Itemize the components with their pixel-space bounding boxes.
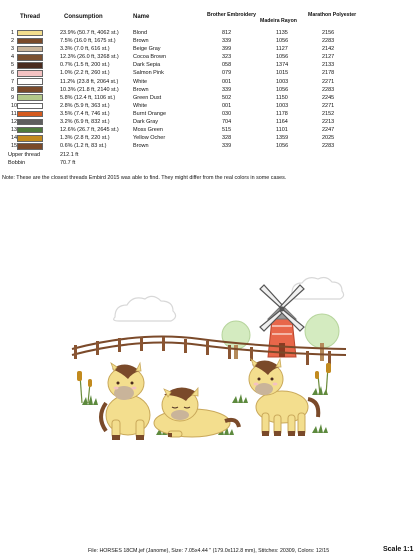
- thread-index: 14: [11, 135, 18, 142]
- thread-color-swatch: [17, 103, 43, 110]
- table-row: [4, 94, 409, 102]
- thread-consumption: 0.6% (1.2 ft, 83 st.): [60, 143, 107, 150]
- thread-name: Brown: [133, 86, 149, 93]
- marathon-code: 2245: [322, 94, 335, 101]
- table-row: [4, 37, 409, 45]
- thread-index: 6: [11, 70, 15, 77]
- madeira-code: 1056: [276, 143, 289, 150]
- thread-color-swatch: [17, 46, 43, 53]
- madeira-code: 1359: [276, 135, 289, 142]
- madeira-code: 1135: [276, 30, 288, 36]
- thread-rows: [4, 29, 409, 150]
- marathon-code: 2283: [322, 38, 335, 45]
- brother-code: 079: [222, 70, 232, 77]
- thread-consumption: 3.3% (7.0 ft, 616 st.): [60, 46, 110, 53]
- thread-name: Dark Gray: [133, 119, 159, 126]
- thread-name: Beige Gray: [133, 46, 161, 53]
- thread-index: 4: [11, 54, 15, 61]
- horse-sitting-left: [101, 363, 150, 440]
- thread-consumption: 23.9% (50.7 ft, 4062 st.): [60, 30, 119, 36]
- brother-code: 515: [222, 127, 232, 134]
- thread-consumption: 2.8% (5.9 ft, 363 st.): [60, 102, 110, 109]
- upper-thread-row: [8, 151, 208, 159]
- marathon-code: 2247: [322, 127, 335, 134]
- bobbin-row: [8, 159, 208, 167]
- madeira-code: 1015: [276, 70, 289, 77]
- madeira-code: 1003: [276, 102, 289, 109]
- brother-code: 339: [222, 86, 232, 93]
- thread-name: Cocoa Brown: [133, 54, 167, 61]
- marathon-code: 2142: [322, 46, 335, 53]
- madeira-code: 1056: [276, 38, 289, 45]
- thread-consumption: 3.5% (7.4 ft, 746 st.): [60, 110, 110, 117]
- horses-embroidery-illustration: [60, 275, 350, 450]
- brother-code: 001: [222, 78, 232, 85]
- thread-index: 13: [11, 127, 18, 134]
- table-row: [4, 118, 409, 126]
- upper-thread-label: Upper thread: [8, 152, 41, 158]
- cattail-left: [77, 371, 92, 403]
- thread-consumption: 0.7% (1.5 ft, 200 st.): [60, 62, 110, 69]
- bobbin-value: 70.7 ft: [60, 160, 76, 166]
- thread-index: 5: [11, 62, 15, 69]
- table-row: [4, 29, 409, 37]
- thread-consumption: 12.6% (26.7 ft, 2645 st.): [60, 127, 119, 134]
- thread-color-swatch: [17, 135, 43, 142]
- thread-note: Note: These are the closest threads Embird 2015 was able to find. They might differ from the real colors in some cases.: [2, 175, 287, 181]
- thread-index: 8: [11, 86, 15, 93]
- madeira-code: 1178: [276, 110, 288, 117]
- marathon-code: 2133: [322, 62, 335, 69]
- thread-color-swatch: [17, 70, 43, 77]
- thread-color-swatch: [17, 111, 43, 118]
- thread-name: Salmon Pink: [133, 70, 164, 77]
- brother-code: 058: [222, 62, 232, 69]
- thread-name: Yellow Ocher: [133, 135, 166, 142]
- thread-color-swatch: [17, 94, 43, 101]
- thread-name: Brown: [133, 143, 149, 150]
- thread-color-swatch: [17, 78, 43, 85]
- bobbin-label: Bobbin: [8, 160, 26, 166]
- table-row: [4, 53, 409, 61]
- header-thread: Thread: [20, 14, 41, 20]
- madeira-code: 1101: [276, 127, 288, 134]
- madeira-code: 1127: [276, 46, 288, 53]
- header-consumption: Consumption: [64, 14, 103, 20]
- cloud-left: [114, 296, 176, 321]
- madeira-code: 1374: [276, 62, 289, 69]
- thread-index: 11: [11, 110, 17, 117]
- thread-color-swatch: [17, 119, 43, 126]
- thread-color-swatch: [17, 38, 43, 45]
- thread-index: 15: [11, 143, 18, 150]
- marathon-code: 2283: [322, 86, 335, 93]
- madeira-code: 1056: [276, 86, 289, 93]
- table-row: [4, 134, 409, 142]
- thread-consumption: 12.3% (26.0 ft, 3268 st.): [60, 54, 119, 61]
- table-row: [4, 110, 409, 118]
- thread-name: Brown: [133, 38, 149, 45]
- header-madeira-rayon: Madeira Rayon: [260, 18, 297, 24]
- thread-consumption: 11.2% (23.8 ft, 2064 st.): [60, 78, 119, 85]
- thread-color-swatch: [17, 30, 43, 37]
- brother-code: 030: [222, 110, 232, 117]
- thread-name: White: [133, 78, 148, 85]
- thread-index: 12: [11, 119, 18, 126]
- thread-index: 1: [11, 30, 15, 36]
- thread-color-swatch: [17, 86, 43, 93]
- brother-code: 704: [222, 119, 232, 126]
- thread-index: 2: [11, 38, 15, 45]
- marathon-code: 2178: [322, 70, 335, 77]
- marathon-code: 2213: [322, 119, 335, 126]
- table-row: [4, 45, 409, 53]
- madeira-code: 1150: [276, 94, 288, 101]
- thread-name: Blond: [133, 30, 148, 36]
- thread-index: 9: [11, 94, 15, 101]
- brother-code: 502: [222, 94, 232, 101]
- thread-name: White: [133, 102, 148, 109]
- table-row: [4, 86, 409, 94]
- thread-table: [4, 11, 409, 150]
- thread-color-swatch: [17, 54, 43, 61]
- marathon-code: 2283: [322, 143, 335, 150]
- thread-consumption: 5.8% (12.4 ft, 1106 st.): [60, 94, 116, 101]
- thread-name: Burnt Orange: [133, 110, 167, 117]
- madeira-code: 1003: [276, 78, 289, 85]
- table-row: [4, 142, 409, 150]
- thread-consumption: 1.0% (2.2 ft, 260 st.): [60, 70, 110, 77]
- marathon-code: 2156: [322, 30, 335, 36]
- table-row: [4, 78, 409, 86]
- horse-lying-middle: [154, 387, 239, 437]
- madeira-code: 1164: [276, 119, 288, 126]
- thread-color-swatch: [17, 62, 43, 69]
- file-info: File: HORSES 18CM.jef (Janome), Size: 7.05x4.44 " (179.0x112.8 mm), Stitches: 20309, Colors: 12/15: [88, 548, 330, 554]
- thread-index: 10: [11, 102, 18, 109]
- thread-name: Green Dust: [133, 94, 162, 101]
- scale-label: Scale 1:1: [383, 546, 414, 553]
- marathon-code: 2271: [322, 102, 335, 109]
- header-marathon-polyester: Marathon Polyester: [308, 12, 357, 18]
- thread-index: 3: [11, 46, 15, 53]
- thread-color-swatch: [17, 143, 43, 150]
- thread-name: Moss Green: [133, 127, 163, 134]
- brother-code: 812: [222, 30, 232, 36]
- cattail-right: [315, 363, 331, 395]
- marathon-code: 2127: [322, 54, 335, 61]
- thread-consumption: 3.2% (6.9 ft, 832 st.): [60, 119, 110, 126]
- table-row: [4, 102, 409, 110]
- table-row: [4, 61, 409, 69]
- marathon-code: 2025: [322, 135, 335, 142]
- madeira-code: 1056: [276, 54, 289, 61]
- thread-consumption: 1.3% (2.8 ft, 220 st.): [60, 135, 110, 142]
- brother-code: 399: [222, 46, 232, 53]
- brother-code: 323: [222, 54, 232, 61]
- header-name: Name: [133, 14, 150, 20]
- marathon-code: 2271: [322, 78, 335, 85]
- header-brother-embroidery: Brother Embroidery: [207, 12, 257, 18]
- brother-code: 001: [222, 102, 232, 109]
- marathon-code: 2152: [322, 110, 335, 117]
- thread-table-header: [4, 11, 409, 29]
- thread-consumption: 10.3% (21.8 ft, 2140 st.): [60, 86, 119, 93]
- thread-name: Dark Sepia: [133, 62, 161, 69]
- horse-standing-right: [249, 359, 318, 436]
- brother-code: 339: [222, 38, 232, 45]
- thread-index: 7: [11, 78, 15, 85]
- brother-code: 328: [222, 135, 232, 142]
- thread-color-swatch: [17, 127, 43, 134]
- thread-consumption: 7.5% (16.0 ft, 1675 st.): [60, 38, 116, 45]
- table-row: [4, 69, 409, 77]
- tree-left: [222, 321, 250, 359]
- table-row: [4, 126, 409, 134]
- upper-thread-value: 212.1 ft: [60, 152, 79, 158]
- thread-totals: [8, 151, 208, 167]
- brother-code: 339: [222, 143, 232, 150]
